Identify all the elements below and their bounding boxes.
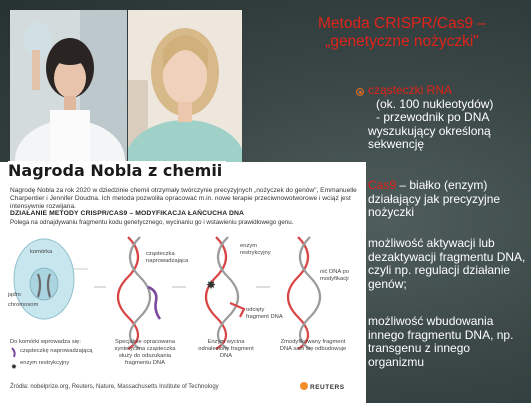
legend-enzyme: enzym restrykcyjny: [20, 360, 70, 366]
label-guide-particle: cząsteczka naprowadzająca: [146, 251, 189, 264]
slide-title-line-2: „genetyczne nożyczki": [325, 33, 479, 50]
infographic-heading: DZIAŁANIE METODY CRISPR/CAS9 – MODYFIKACJA ŁAŃCUCHA DNA: [10, 210, 244, 217]
label-cell: komórka: [30, 249, 53, 255]
label-nucleus: jądro: [8, 292, 21, 298]
bullet-marker-icon: [356, 88, 364, 96]
bullet-rna-lead: cząsteczki RNA: [368, 83, 453, 97]
guide-legend-icon: [12, 348, 15, 357]
bullet-activation-text: możliwość aktywacji lub dezaktywacji fragmentu DNA, czyli np. regulacji działanie genów;: [368, 236, 526, 291]
infographic-source: Źródła: nobelprize.org, Reuters, Nature, Massachusetts Institute of Technology: [10, 384, 219, 390]
nucleus-icon: [30, 268, 58, 300]
caption-intro: Do komórki wprowadza się:: [10, 339, 81, 345]
infographic-card: [0, 162, 366, 403]
bullet-rna-line-1: (ok. 100 nukleotydów): [376, 96, 494, 111]
bullet-rna-line-2: - przewodnik po DNA: [376, 110, 490, 125]
label-chromosome: chromosom: [8, 302, 39, 308]
label-new-dna: nić DNA po modyfikacji: [320, 269, 349, 282]
reuters-brand: REUTERS: [310, 384, 345, 391]
bullet-insertion-text: możliwość wbudowania innego fragmentu DNA, np. transgenu z innego organizmu: [368, 314, 514, 369]
caption-step-3: Zmodyfikowany fragment DNA sam się odbudowuje: [279, 339, 347, 352]
slide-title-line-1: Metoda CRISPR/Cas9 –: [318, 15, 486, 32]
bullet-cas9-lead: Cas9: [368, 178, 397, 192]
infographic-subheading: Polega na odnajdywaniu fragmentu kodu genetycznego, wycinaniu go i wstawieniu prawidłowego genu.: [10, 219, 294, 226]
enzyme-legend-icon: ✸: [11, 363, 17, 371]
bullet-cas9-text: – białko (enzym) działający jak precyzyjne nożyczki: [368, 178, 501, 220]
reuters-logo: [300, 382, 345, 391]
enzyme-star-icon: ✸: [206, 278, 217, 292]
bullet-rna-line-3: wyszukujący określoną: [368, 123, 491, 138]
label-cut-fragment: odcięty fragment DNA: [246, 307, 283, 320]
caption-step-1: Specjalnie opracowana syntetyczna cząsteczka służy do odszukania fragmentu DNA: [114, 339, 176, 366]
crispr-diagram: [8, 229, 360, 389]
infographic-intro: Nagrodę Nobla za rok 2020 w dziedzinie chemii otrzymały twórczynie precyzyjnych „nożyczek do genów", Emmanuelle Charpentier i Jennifer Doudna. Ich metoda pozwoliła opracować m.in. nowe terapie przeciwnowotworowe i wciąż jest intensywnie rozwijana.: [10, 187, 357, 210]
caption-step-2: Enzym wycina odnaleziony fragment DNA: [198, 339, 254, 359]
bullet-rna-line-4: sekwencję: [368, 137, 425, 152]
photo-emmanuelle-charpentier: [10, 10, 127, 162]
infographic-title: Nagroda Nobla z chemii: [8, 161, 226, 180]
dna-helix-icon-2: [206, 237, 244, 349]
slide-title: [282, 15, 522, 51]
legend-guide: cząsteczkę naprowadzającą: [20, 348, 93, 354]
reuters-dot-icon: [300, 382, 308, 390]
label-restriction-enzyme: enzym restrykcyjny: [240, 243, 271, 256]
dna-helix-icon-3: [288, 237, 320, 349]
photo-jennifer-doudna: [128, 10, 242, 162]
